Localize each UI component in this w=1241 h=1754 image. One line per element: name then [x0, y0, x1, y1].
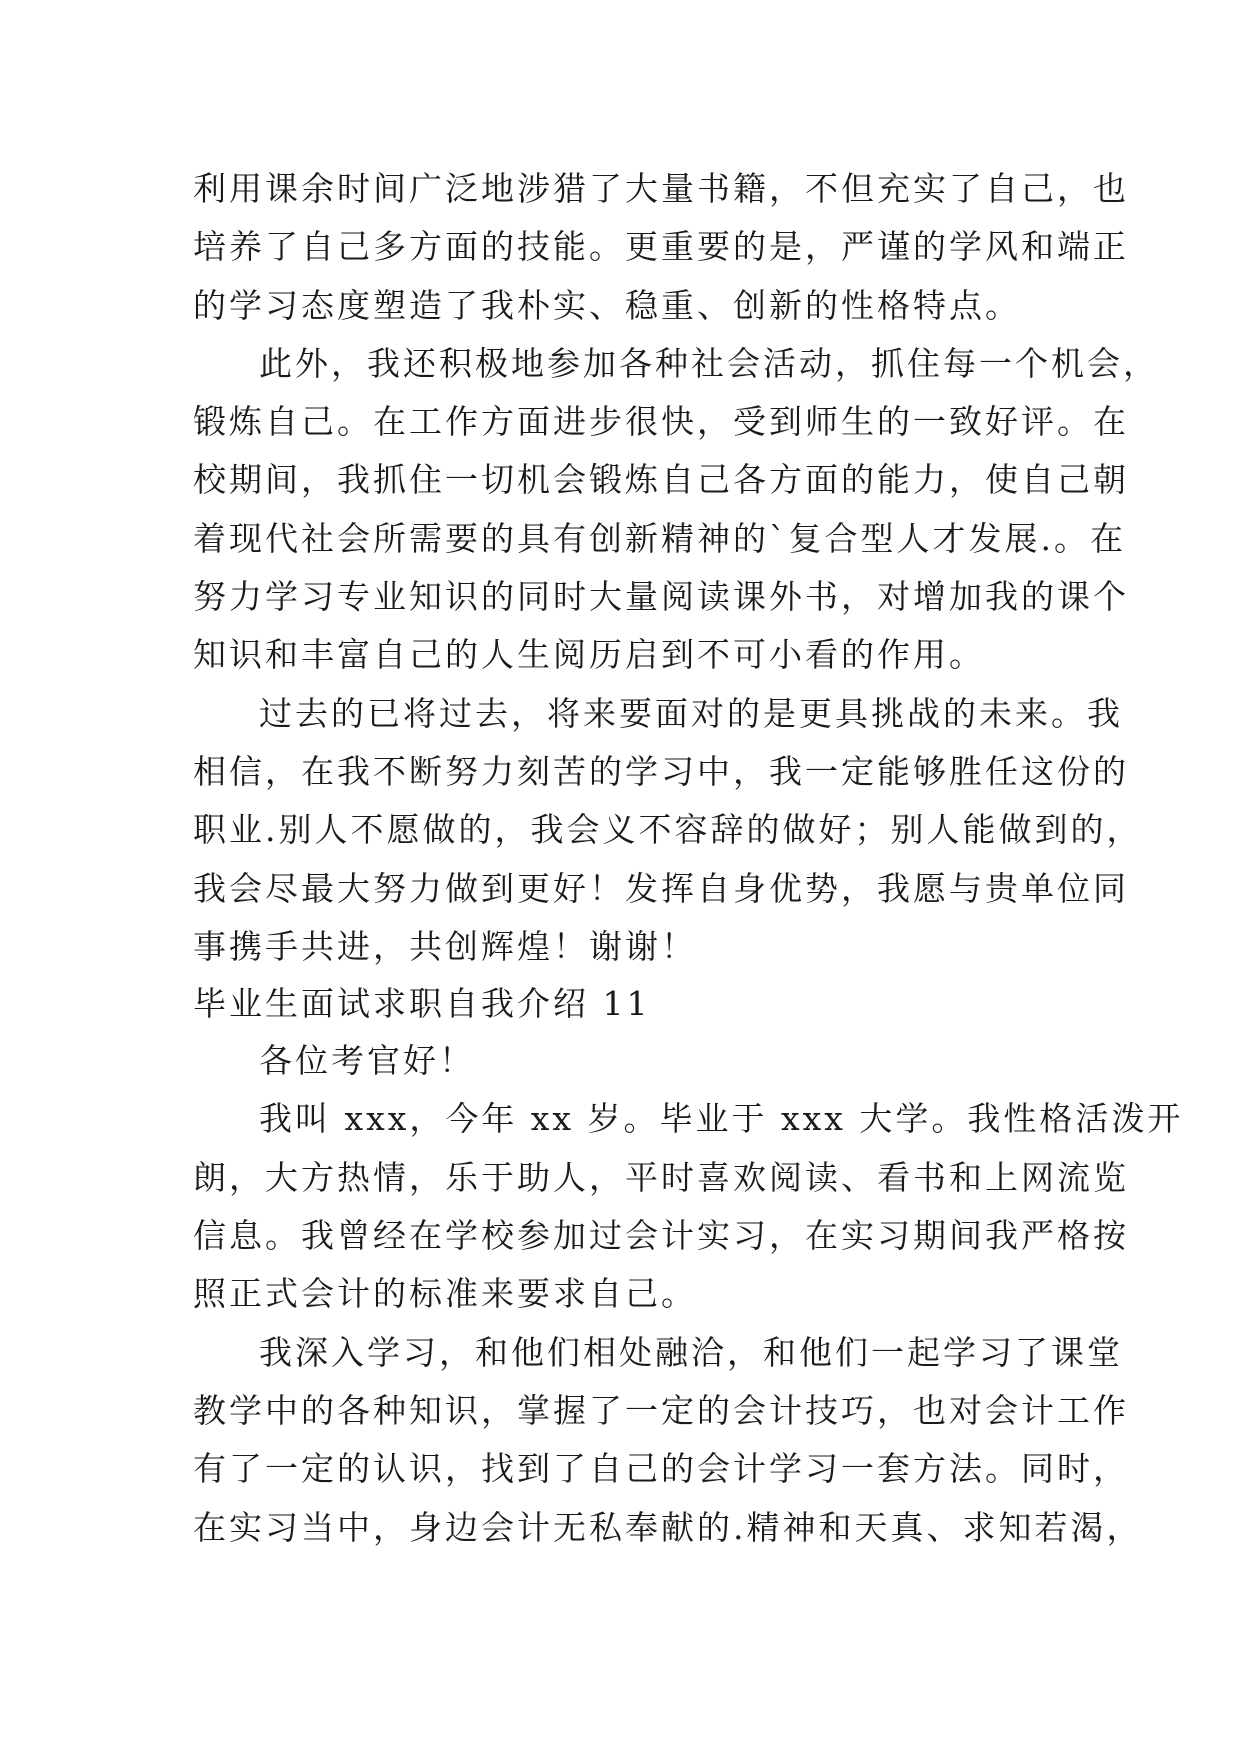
text-line: 我深入学习，和他们相处融洽，和他们一起学习了课堂 — [259, 1332, 1123, 1372]
text-line: 我叫 xxx，今年 xx 岁。毕业于 xxx 大学。我性格活泼开 — [259, 1099, 1184, 1139]
text-line: 在实习当中，身边会计无私奉献的.精神和天真、求知若渴， — [193, 1507, 1143, 1547]
paragraph — [193, 1090, 1184, 1323]
text-line: 利用课余时间广泛地涉猎了大量书籍，不但充实了自己，也 — [193, 169, 1129, 208]
text-line: 努力学习专业知识的同时大量阅读课外书，对增加我的课个 — [193, 577, 1129, 617]
paragraph — [193, 335, 1159, 685]
text-line: 教学中的各种知识，掌握了一定的会计技巧，也对会计工作 — [193, 1390, 1129, 1430]
greeting — [193, 1032, 1073, 1090]
section-heading: 毕业生面试求职自我介绍 11 — [193, 984, 651, 1024]
text-line: 有了一定的认识，找到了自己的会计学习一套方法。同时， — [193, 1449, 1129, 1489]
paragraph — [193, 685, 1143, 976]
paragraph-continued — [193, 160, 1129, 335]
text-line: 事携手共进，共创辉煌！谢谢！ — [193, 926, 697, 966]
text-line: 着现代社会所需要的具有创新精神的`复合型人才发展.。在 — [193, 518, 1126, 558]
text-line: 相信，在我不断努力刻苦的学习中，我一定能够胜任这份的 — [193, 751, 1129, 791]
text-line: 知识和丰富自己的人生阅历启到不可小看的作用。 — [193, 635, 985, 675]
paragraph — [193, 1324, 1143, 1557]
text-line: 朗，大方热情，乐于助人，平时喜欢阅读、看书和上网流览 — [193, 1157, 1129, 1197]
text-line: 过去的已将过去，将来要面对的是更具挑战的未来。我 — [259, 693, 1123, 733]
text-line: 照正式会计的标准来要求自己。 — [193, 1274, 697, 1314]
text-line: 的学习态度塑造了我朴实、稳重、创新的性格特点。 — [193, 285, 1021, 325]
text-line: 锻炼自己。在工作方面进步很快，受到师生的一致好评。在 — [193, 402, 1129, 442]
text-line: 职业.别人不愿做的，我会义不容辞的做好；别人能做到的， — [193, 810, 1143, 850]
text-line: 培养了自己多方面的技能。更重要的是，严谨的学风和端正 — [193, 227, 1129, 267]
document-body — [193, 160, 1184, 1557]
text-line: 我会尽最大努力做到更好！发挥自身优势，我愿与贵单位同 — [193, 868, 1129, 908]
text-line: 各位考官好！ — [259, 1041, 475, 1081]
text-line: 信息。我曾经在学校参加过会计实习，在实习期间我严格按 — [193, 1216, 1129, 1256]
text-line: 此外，我还积极地参加各种社会活动，抓住每一个机会， — [259, 343, 1159, 383]
text-line: 校期间，我抓住一切机会锻炼自己各方面的能力，使自己朝 — [193, 460, 1129, 500]
